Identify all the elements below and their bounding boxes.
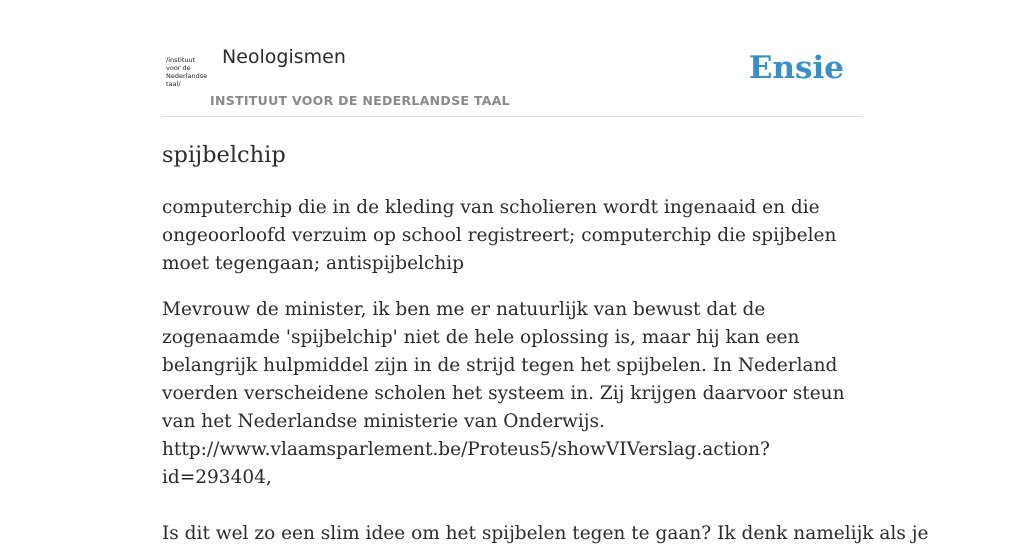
site-title-link[interactable]: Neologismen bbox=[222, 46, 346, 68]
logo-text-line: taal/ bbox=[166, 80, 181, 88]
ensie-brand-link[interactable]: Ensie bbox=[748, 50, 844, 86]
entry-title: spijbelchip bbox=[162, 142, 286, 168]
logo-text-line: voor de bbox=[166, 64, 191, 72]
usage-examples bbox=[162, 296, 929, 548]
logo-text-line: /instituut bbox=[166, 56, 196, 64]
entry-content bbox=[162, 140, 929, 548]
logo-text-line: Nederlandse bbox=[166, 72, 208, 80]
usage-quote: Mevrouw de minister, ik ben me er natuurlijk van bewust dat de zogenaamde 'spijbelchip' niet de hele oplossing is, maar hij kan een belangrijk hulpmiddel zijn in de strijd tegen het spijbelen. In Nederland voerden verscheidene scholen het systeem in. Zij krijgen daarvoor steun van het Nederlandse ministerie van Onderwijs. bbox=[162, 299, 845, 432]
quote-source-link[interactable]: http://www.vlaamsparlement.be/Proteus5/showVIVerslag.action?id=293404, bbox=[162, 439, 770, 488]
entry-definition: computerchip die in de kleding van scholieren wordt ingenaaid en die ongeoorloofd verzuim op school registreert; computerchip die spijbelen moet tegengaan; antispijbelchip bbox=[162, 197, 837, 274]
site-header bbox=[162, 40, 862, 117]
institute-logo[interactable] bbox=[166, 56, 206, 90]
usage-quote: Is dit wel zo een slim idee om het spijbelen tegen te gaan? Ik denk namelijk als je bbox=[162, 523, 929, 544]
publisher-subtitle: INSTITUUT VOOR DE NEDERLANDSE TAAL bbox=[210, 93, 510, 108]
